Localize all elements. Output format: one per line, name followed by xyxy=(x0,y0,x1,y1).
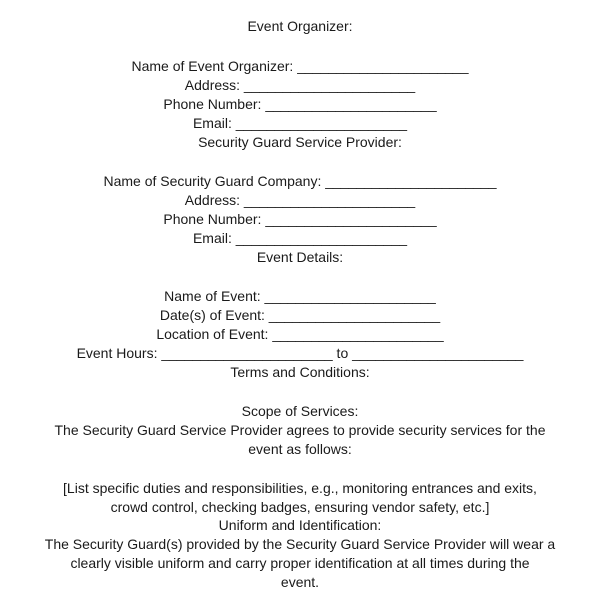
scope-heading: Scope of Services: xyxy=(241,403,359,419)
uniform-text-line-2: clearly visible uniform and carry proper identification at all times during the xyxy=(70,555,530,571)
uniform-text-line-3: event. xyxy=(280,574,320,590)
event-name-field: Name of Event: ______________________ xyxy=(164,288,436,304)
duties-text-line-1: [List specific duties and responsibilities, e.g., monitoring entrances and exits, xyxy=(63,480,537,496)
event-location-field: Location of Event: ______________________ xyxy=(156,326,444,342)
organizer-address-field: Address: ______________________ xyxy=(184,77,416,93)
event-details-heading: Event Details: xyxy=(256,249,344,265)
uniform-heading: Uniform and Identification: xyxy=(218,517,382,533)
uniform-text-line-1: The Security Guard(s) provided by the Security Guard Service Provider will wear a xyxy=(44,536,556,552)
organizer-phone-field: Phone Number: ______________________ xyxy=(163,96,437,112)
event-dates-field: Date(s) of Event: ______________________ xyxy=(159,307,441,323)
duties-text-line-2: crowd control, checking badges, ensuring vendor safety, etc.] xyxy=(110,499,490,515)
event-organizer-heading: Event Organizer: xyxy=(247,18,353,34)
scope-text-line-1: The Security Guard Service Provider agrees to provide security services for the xyxy=(54,422,546,438)
security-provider-heading: Security Guard Service Provider: xyxy=(198,134,402,150)
security-company-field: Name of Security Guard Company: ______________________ xyxy=(103,173,497,189)
security-address-field: Address: ______________________ xyxy=(184,192,416,208)
terms-heading: Terms and Conditions: xyxy=(230,364,370,380)
organizer-email-field: Email: ______________________ xyxy=(192,115,408,131)
organizer-name-field: Name of Event Organizer: ______________________ xyxy=(131,58,469,74)
event-hours-field: Event Hours: ______________________ to ______________________ xyxy=(76,345,524,361)
scope-text-line-2: event as follows: xyxy=(248,441,352,457)
security-email-field: Email: ______________________ xyxy=(192,230,408,246)
security-phone-field: Phone Number: ______________________ xyxy=(163,211,437,227)
